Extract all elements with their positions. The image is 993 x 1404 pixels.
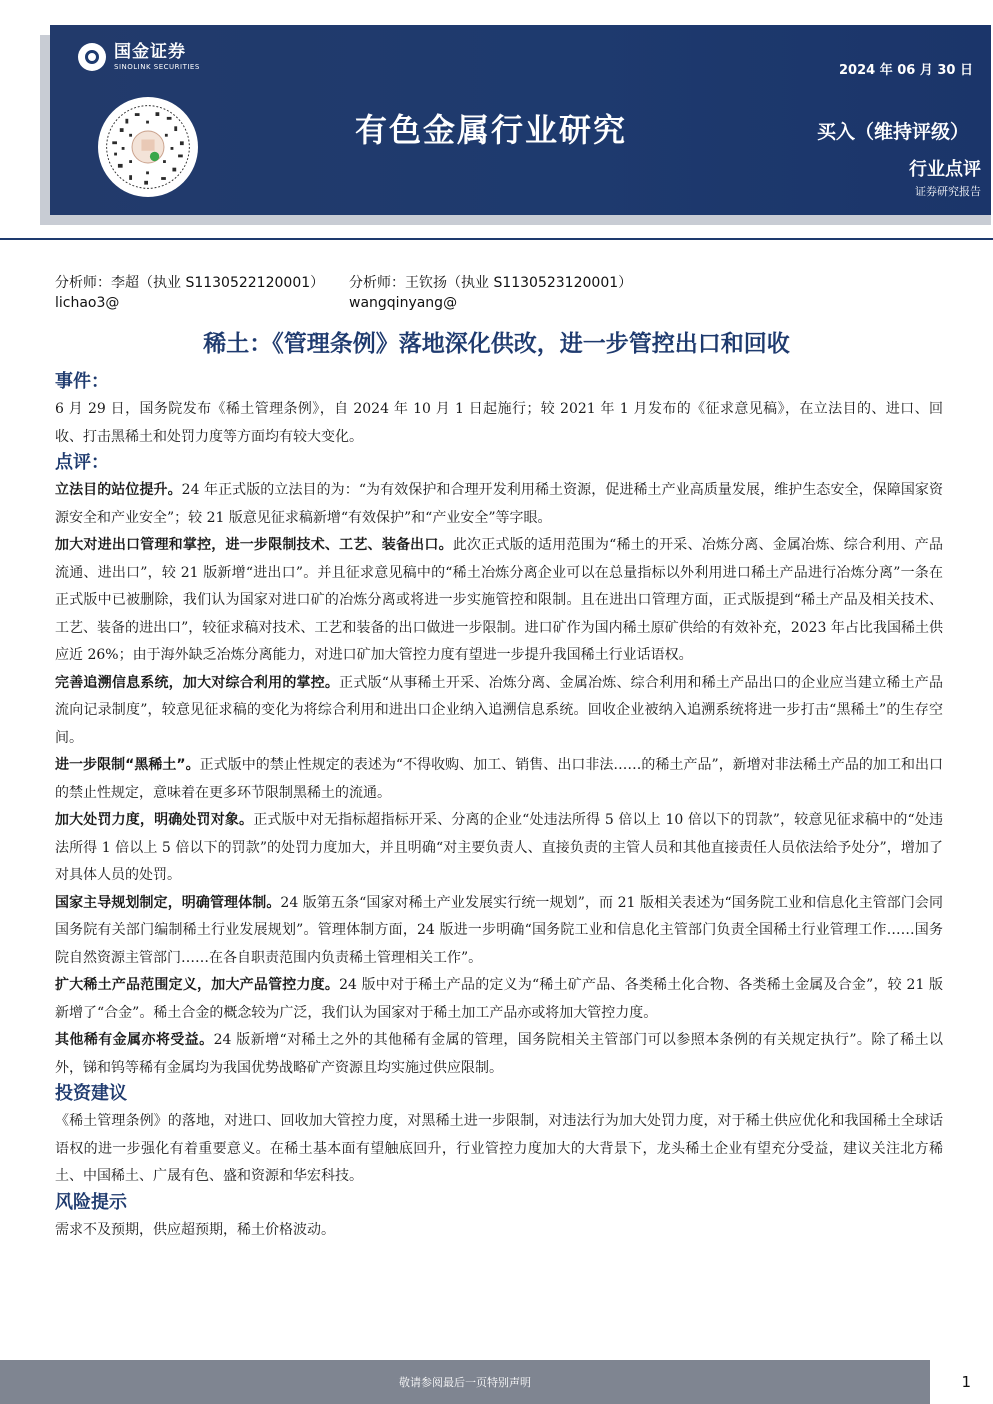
review-paragraph bbox=[55, 670, 943, 753]
review-paragraph bbox=[55, 532, 943, 670]
report-body bbox=[55, 370, 943, 1244]
risk-paragraph: 需求不及预期，供应超预期，稀土价格波动。 bbox=[55, 1221, 335, 1238]
mini-program-qr-icon bbox=[98, 97, 198, 197]
review-paragraph bbox=[55, 807, 943, 890]
review-item-title: 加大处罚力度，明确处罚对象。 bbox=[55, 812, 254, 828]
review-item-title: 其他稀有金属亦将受益。 bbox=[55, 1032, 214, 1048]
event-paragraph: 6 月 29 日，国务院发布《稀土管理条例》，自 2024 年 10 月 1 日起施行；较 2021 年 1 月发布的《征求意见稿》，在立法目的、进口、回收、打击黑稀土和处罚力度等方面均有较大变化。 bbox=[55, 401, 943, 445]
review-item-title: 完善追溯信息系统，加大对综合利用的掌控。 bbox=[55, 674, 340, 691]
footer-disclaimer-bar bbox=[0, 1360, 930, 1404]
review-paragraph bbox=[55, 752, 943, 807]
report-type: 行业点评 bbox=[909, 159, 981, 180]
review-item-text: 正式版中的禁止性规定的表述为“不得收购、加工、销售、出口非法……的稀土产品”，新增对非法稀土产品的加工和出口的禁止性规定，意味着在更多环节限制黑稀土的流通。 bbox=[55, 757, 944, 801]
section-heading-risk: 风险提示 bbox=[55, 1191, 127, 1213]
review-item-text: 24 年正式版的立法目的为：“为有效保护和合理开发利用稀土资源，促进稀土产业高质量发展，维护生态安全，保障国家资源安全和产业安全”；较 21 版意见征求稿新增“有效保护”和“产业安全”等字眼。 bbox=[55, 482, 944, 526]
report-banner bbox=[50, 25, 991, 215]
page-number: 1 bbox=[961, 1373, 971, 1391]
report-date: 2024 年 06 月 30 日 bbox=[839, 63, 973, 78]
analyst-2-email[interactable]: wangqinyang@ bbox=[349, 295, 458, 311]
review-item-text: 正式版中对无指标超指标开采、分离的企业“处违法所得 5 倍以上 10 倍以下的罚款”，较意见征求稿中的“处违法所得 1 倍以上 5 倍以下的罚款”的处罚力度加大，并且明确“对主要负责人、直接负责的主管人员和其他直接责任人员依法给予处分”，增加了对具体人员的处罚。 bbox=[55, 812, 943, 883]
logo-mark-icon bbox=[78, 43, 106, 71]
analyst-1-email[interactable]: lichao3@ bbox=[55, 295, 120, 311]
review-item-text: 24 版新增“对稀土之外的其他稀有金属的管理，国务院相关主管部门可以参照本条例的有关规定执行”。除了稀土以外，锑和钨等稀有金属均为我国优势战略矿产资源且均实施过供应限制。 bbox=[55, 1032, 944, 1076]
company-logo bbox=[78, 43, 200, 71]
invest-paragraph: 《稀土管理条例》的落地，对进口、回收加大管控力度，对黑稀土进一步限制，对违法行为加大处罚力度，对于稀土供应优化和我国稀土全球话语权的进一步强化有着重要意义。在稀土基本面有望触底回升，行业管控力度加大的大背景下，龙头稀土企业有望充分受益，建议关注北方稀土、中国稀土、广晟有色、盛和资源和华宏科技。 bbox=[55, 1113, 943, 1184]
review-item-text: 此次正式版的适用范围为“稀土的开采、冶炼分离、金属冶炼、综合利用、产品流通、进出口”，较 21 版新增“进出口”。并且征求意见稿中的“稀土冶炼分离企业可以在总量指标以外利用进口稀土产品进行冶炼分离”一条在正式版中已被删除，我们认为国家对进口矿的冶炼分离或将进一步实施管控和限制。且在进出口管理方面，正式版提到“稀土产品及相关技术、工艺、装备的进出口”，较征求稿对技术、工艺和装备的出口做进一步限制。进口矿作为国内稀土原矿供给的有效补充，2023 年占比我国稀土供应近 26%；由于海外缺乏冶炼分离能力，对进口矿加大管控力度有望进一步提升我国稀土行业话语权。 bbox=[55, 537, 944, 663]
review-item-title: 立法目的站位提升。 bbox=[55, 482, 182, 498]
report-title: 有色金属行业研究 bbox=[355, 111, 628, 149]
review-item-text: 24 版中对于稀土产品的定义为“稀土矿产品、各类稀土化合物、各类稀土金属及合金”，较 21 版新增了“合金”。稀土合金的概念较为广泛，我们认为国家对于稀土加工产品亦或将加大管控力度。 bbox=[55, 977, 944, 1021]
review-paragraph bbox=[55, 1027, 943, 1082]
review-item-title: 加大对进出口管理和掌控，进一步限制技术、工艺、装备出口。 bbox=[55, 537, 453, 553]
review-paragraph bbox=[55, 477, 943, 532]
logo-en-text: SINOLINK SECURITIES bbox=[114, 62, 200, 71]
section-heading-review: 点评： bbox=[55, 452, 109, 473]
review-paragraph bbox=[55, 972, 943, 1027]
header-rule bbox=[0, 238, 993, 240]
main-title: 稀土：《管理条例》落地深化供改，进一步管控出口和回收 bbox=[203, 331, 790, 357]
review-item-text: 正式版“从事稀土开采、冶炼分离、金属冶炼、综合利用和稀土产品出口的企业应当建立稀土产品流向记录制度”，较意见征求稿的变化为将综合利用和进出口企业纳入追溯信息系统。回收企业被纳入追溯系统将进一步打击“黑稀土”的生存空间。 bbox=[55, 674, 944, 746]
analyst-2 bbox=[349, 273, 632, 313]
analyst-1-label: 分析师：李超（执业 S1130522120001） bbox=[55, 275, 325, 291]
review-item-title: 扩大稀土产品范围定义，加大产品管控力度。 bbox=[55, 977, 340, 993]
analyst-2-label: 分析师：王钦扬（执业 S1130523120001） bbox=[349, 275, 633, 291]
section-heading-event: 事件： bbox=[55, 371, 109, 392]
review-item-text: 24 版第五条“国家对稀土产业发展实行统一规划”，而 21 版相关表述为“国务院工业和信息化主管部门会同国务院有关部门编制稀土行业发展规划”。管理体制方面，24 版进一步明确“国务院工业和信息化主管部门负责全国稀土行业管理工作……国务院自然资源主管部门……在各自职责范围内负责稀土管理相关工作”。 bbox=[55, 894, 944, 966]
review-paragraph bbox=[55, 890, 943, 973]
logo-cn-text: 国金证券 bbox=[114, 41, 186, 62]
review-item-title: 进一步限制“黑稀土”。 bbox=[55, 757, 200, 773]
section-heading-invest: 投资建议 bbox=[55, 1083, 127, 1104]
footer-disclaimer-text: 敬请参阅最后一页特别声明 bbox=[399, 1376, 531, 1389]
report-subtype: 证券研究报告 bbox=[915, 185, 981, 198]
rating-badge: 买入（维持评级） bbox=[816, 121, 969, 143]
analyst-1 bbox=[55, 273, 324, 313]
review-item-title: 国家主导规划制定，明确管理体制。 bbox=[55, 894, 281, 911]
